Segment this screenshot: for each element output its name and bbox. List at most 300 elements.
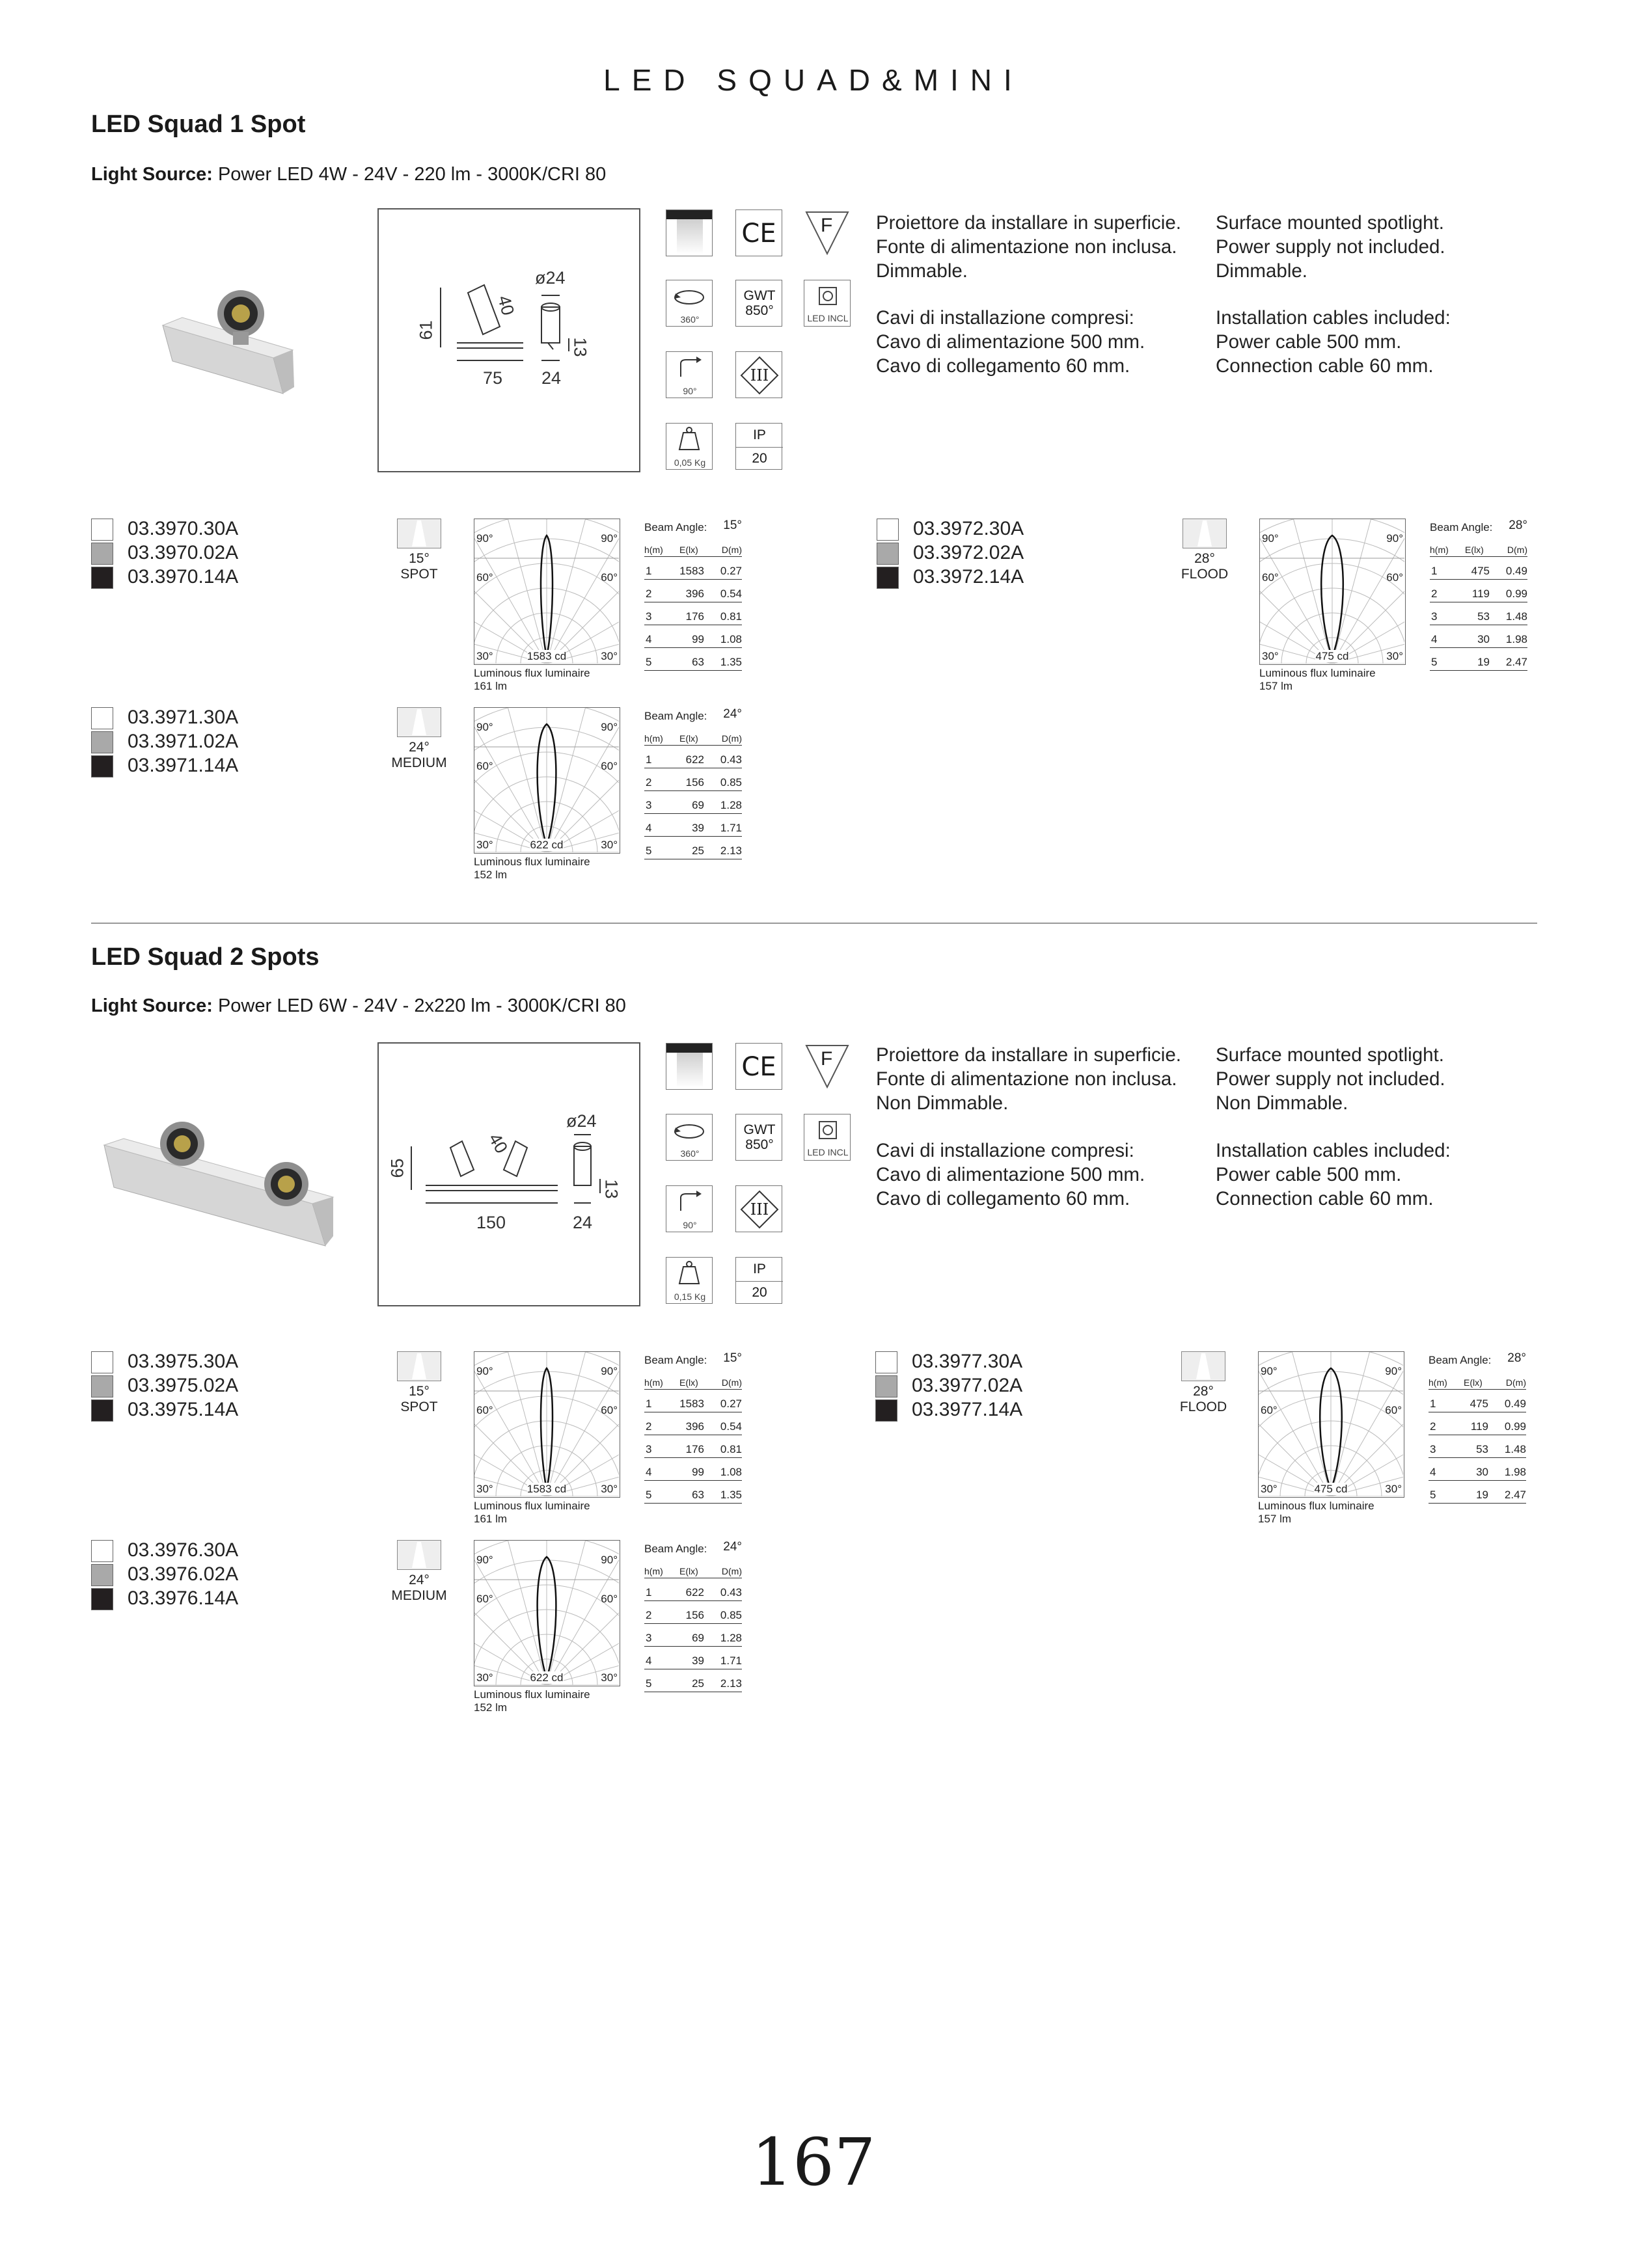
- cell-e: 69: [692, 799, 704, 811]
- col-d: D(m): [1507, 545, 1527, 555]
- color-swatch: [91, 755, 113, 777]
- track-icon: [666, 209, 713, 256]
- cell-e: 25: [692, 844, 704, 857]
- table-row: [1430, 580, 1527, 602]
- light-source-label: Light Source:: [91, 995, 213, 1016]
- technical-drawing: [377, 1042, 640, 1306]
- table-row: [644, 648, 742, 671]
- weight-icon: [666, 1257, 713, 1304]
- color-swatch: [91, 1564, 113, 1586]
- product-code: 03.3970.14A: [128, 566, 239, 587]
- cell-e: 69: [692, 1632, 704, 1644]
- beam-angle-value: 24°: [723, 707, 742, 721]
- product-code: 03.3970.02A: [128, 542, 239, 563]
- polar-label-60-left: 60°: [1262, 571, 1279, 584]
- product-code: 03.3975.14A: [128, 1399, 239, 1420]
- polar-peak-cd: 1583 cd: [526, 1483, 567, 1495]
- cell-h: 3: [646, 610, 652, 623]
- polar-label-60-right: 60°: [601, 760, 618, 772]
- weight-label: 0,05 Kg: [674, 457, 706, 468]
- cell-d: 1.48: [1504, 1443, 1526, 1455]
- col-e: E(lx): [1464, 1377, 1483, 1388]
- polar-label-60-left: 60°: [1261, 1404, 1278, 1416]
- cell-e: 19: [1477, 656, 1490, 668]
- cell-d: 1.08: [720, 633, 742, 645]
- rotation-360-icon: [666, 280, 713, 327]
- beam-angle-icon: [397, 1540, 441, 1570]
- polar-peak-cd: 475 cd: [1314, 1483, 1348, 1495]
- class-iii-icon: [735, 1185, 782, 1232]
- color-swatch: [875, 1399, 897, 1422]
- table-row: [644, 602, 742, 625]
- col-e: E(lx): [1465, 545, 1484, 555]
- f-mark-label: F: [821, 215, 833, 236]
- cell-d: 0.81: [720, 1443, 742, 1455]
- cell-e: 63: [692, 1489, 704, 1501]
- cell-d: 0.85: [720, 1609, 742, 1621]
- description-english: Surface mounted spotlight. Power supply not included. Non Dimmable.: [1216, 1044, 1445, 1114]
- color-swatch: [91, 1351, 113, 1373]
- beam-type: MEDIUM: [391, 755, 447, 770]
- cell-d: 0.54: [720, 1420, 742, 1433]
- beam-type: MEDIUM: [391, 1588, 447, 1603]
- beam-angle-value: 15°: [723, 519, 742, 532]
- cell-h: 4: [646, 1654, 652, 1667]
- drawing-lines: [379, 1044, 639, 1305]
- cell-e: 53: [1477, 610, 1490, 623]
- led-incl-label: LED INCL: [807, 313, 849, 323]
- col-e: E(lx): [679, 1377, 698, 1388]
- polar-label-30-left: 30°: [1262, 650, 1279, 662]
- dim-angle: 40: [494, 293, 518, 317]
- table-header-row: [644, 1558, 742, 1578]
- f-mark-label: F: [821, 1048, 833, 1070]
- beam-angle-title: Beam Angle:: [644, 1354, 707, 1366]
- col-e: E(lx): [679, 1566, 698, 1576]
- cell-h: 3: [646, 799, 652, 811]
- ip-value: 20: [752, 451, 767, 466]
- cell-e: 1583: [679, 1397, 704, 1410]
- product-code: 03.3972.14A: [913, 566, 1024, 587]
- polar-label-30-right: 30°: [601, 1483, 618, 1495]
- beam-degree: 28°: [1194, 551, 1215, 566]
- cell-h: 2: [646, 587, 652, 600]
- polar-label-90-left: 90°: [1262, 532, 1279, 545]
- tilt-90-icon: [666, 1185, 713, 1232]
- cell-h: 1: [646, 565, 652, 577]
- table-row: [644, 1669, 742, 1692]
- cell-e: 475: [1471, 565, 1490, 577]
- cell-e: 53: [1476, 1443, 1488, 1455]
- luminous-flux-label: Luminous flux luminaire: [474, 1688, 590, 1701]
- cell-d: 0.99: [1504, 1420, 1526, 1433]
- col-h: h(m): [644, 1566, 663, 1576]
- beam-angle-title: Beam Angle:: [1430, 521, 1493, 533]
- beam-angle-value: 28°: [1507, 1351, 1526, 1365]
- product-photo: [156, 280, 299, 397]
- polar-label-60-left: 60°: [476, 1593, 493, 1605]
- cell-h: 1: [646, 753, 652, 766]
- table-row: [1429, 1412, 1526, 1435]
- luminous-flux-value: 161 lm: [474, 680, 508, 692]
- cell-e: 19: [1476, 1489, 1488, 1501]
- table-header-row: [644, 1370, 742, 1390]
- cell-h: 4: [1430, 1466, 1436, 1478]
- product-code: 03.3972.30A: [913, 518, 1024, 539]
- polar-peak-cd: 622 cd: [530, 839, 564, 851]
- beam-angle-icon: [1181, 1351, 1225, 1381]
- illuminance-table: [1429, 1351, 1526, 1504]
- product-code: 03.3977.14A: [912, 1399, 1023, 1420]
- beam-degree: 24°: [409, 740, 430, 755]
- product-code: 03.3976.14A: [128, 1587, 239, 1609]
- table-row: [644, 580, 742, 602]
- cell-e: 176: [685, 610, 704, 623]
- luminous-flux-value: 157 lm: [1258, 1513, 1292, 1525]
- dim-depth: 13: [570, 337, 590, 357]
- cables-english: Installation cables included: Power cable 500 mm. Connection cable 60 mm.: [1216, 307, 1451, 377]
- cell-d: 1.35: [720, 1489, 742, 1501]
- table-row: [644, 1412, 742, 1435]
- cell-e: 99: [692, 633, 704, 645]
- cell-d: 0.43: [720, 753, 742, 766]
- color-swatch: [91, 519, 113, 541]
- cell-d: 1.71: [720, 822, 742, 834]
- cell-e: 39: [692, 822, 704, 834]
- luminous-flux-label: Luminous flux luminaire: [1258, 1500, 1374, 1512]
- product-photo: [98, 1106, 345, 1262]
- track-icon: [666, 1043, 713, 1090]
- tilt-label: 90°: [683, 1220, 697, 1230]
- light-source-value: Power LED 6W - 24V - 2x220 lm - 3000K/CRI 80: [217, 995, 626, 1016]
- color-swatch: [875, 1351, 897, 1373]
- table-row: [1430, 625, 1527, 648]
- cell-e: 622: [685, 753, 704, 766]
- color-swatch: [91, 1375, 113, 1397]
- beam-degree: 15°: [409, 551, 430, 566]
- light-source: [91, 995, 626, 1017]
- rotation-label: 360°: [680, 314, 700, 325]
- polar-label-90-right: 90°: [1385, 1365, 1402, 1377]
- polar-label-30-right: 30°: [601, 650, 618, 662]
- variant-block: [877, 519, 1527, 707]
- polar-label-90-left: 90°: [476, 532, 493, 545]
- product-code: 03.3975.02A: [128, 1375, 239, 1396]
- beam-angle-title: Beam Angle:: [644, 1543, 707, 1555]
- cell-h: 1: [1430, 1397, 1436, 1410]
- cell-d: 1.71: [720, 1654, 742, 1667]
- col-h: h(m): [644, 545, 663, 555]
- cell-e: 119: [1470, 1420, 1488, 1433]
- cell-d: 1.08: [720, 1466, 742, 1478]
- class-iii-label: III: [750, 366, 769, 385]
- col-d: D(m): [721, 733, 742, 744]
- beam-degree: 28°: [1193, 1384, 1214, 1399]
- dim-height: 65: [387, 1158, 407, 1178]
- dim-length: 75: [483, 368, 503, 388]
- cell-d: 0.27: [720, 565, 742, 577]
- cell-d: 2.47: [1505, 656, 1527, 668]
- table-header-row: [1429, 1370, 1526, 1390]
- product-code: 03.3975.30A: [128, 1351, 239, 1372]
- light-source: [91, 164, 606, 185]
- luminous-flux-label: Luminous flux luminaire: [474, 667, 590, 679]
- polar-label-60-left: 60°: [476, 571, 493, 584]
- polar-diagram: [474, 707, 620, 854]
- cell-d: 1.98: [1504, 1466, 1526, 1478]
- section-title: LED Squad 1 Spot: [91, 111, 306, 138]
- cell-h: 3: [1430, 1443, 1436, 1455]
- cell-h: 3: [1431, 610, 1438, 623]
- polar-peak-cd: 475 cd: [1315, 650, 1349, 662]
- dim-width: 24: [573, 1213, 593, 1232]
- cell-e: 622: [685, 1586, 704, 1599]
- polar-label-30-left: 30°: [476, 1671, 493, 1684]
- polar-label-90-right: 90°: [601, 532, 618, 545]
- description-english: Surface mounted spotlight. Power supply not included. Dimmable.: [1216, 212, 1445, 282]
- cell-d: 1.48: [1505, 610, 1527, 623]
- gwt-icon: [735, 280, 782, 327]
- technical-drawing: [377, 208, 640, 472]
- product-code: 03.3971.14A: [128, 755, 239, 776]
- tilt-label: 90°: [683, 386, 697, 396]
- polar-peak-cd: 622 cd: [530, 1671, 564, 1684]
- description-italian: Proiettore da installare in superficie. Fonte di alimentazione non inclusa. Dimmable.: [876, 212, 1181, 282]
- ip-rating-icon: [735, 423, 782, 470]
- col-d: D(m): [721, 1566, 742, 1576]
- illuminance-table: [644, 519, 742, 671]
- cell-e: 176: [685, 1443, 704, 1455]
- polar-label-60-right: 60°: [601, 1404, 618, 1416]
- beam-angle-title: Beam Angle:: [644, 521, 707, 533]
- polar-label-90-left: 90°: [1261, 1365, 1278, 1377]
- gwt-icon: [735, 1114, 782, 1161]
- color-swatch: [91, 567, 113, 589]
- polar-label-60-left: 60°: [476, 760, 493, 772]
- cell-h: 5: [646, 1677, 652, 1690]
- page-header-title: LED SQUAD&MINI: [603, 63, 1024, 97]
- product-code: 03.3976.30A: [128, 1539, 239, 1561]
- f-mark-icon: [804, 1043, 851, 1090]
- cell-h: 4: [646, 822, 652, 834]
- illuminance-table: [644, 1351, 742, 1504]
- luminous-flux-value: 152 lm: [474, 869, 508, 881]
- table-row: [644, 1435, 742, 1458]
- col-e: E(lx): [679, 733, 698, 744]
- beam-type: FLOOD: [1179, 1399, 1227, 1414]
- table-row: [644, 1458, 742, 1481]
- table-row: [644, 625, 742, 648]
- gwt-value: 850°: [745, 303, 774, 318]
- dim-length: 150: [476, 1213, 506, 1232]
- cell-h: 2: [1431, 587, 1438, 600]
- polar-peak-cd: 1583 cd: [526, 650, 567, 662]
- drawing-lines: [379, 209, 639, 471]
- table-header-row: [644, 725, 742, 746]
- illuminance-table: [644, 1540, 742, 1692]
- cell-h: 5: [1431, 656, 1438, 668]
- cell-h: 1: [1431, 565, 1438, 577]
- beam-type: SPOT: [400, 567, 438, 582]
- product-code: 03.3977.30A: [912, 1351, 1023, 1372]
- col-h: h(m): [644, 1377, 663, 1388]
- dim-diameter: ø24: [566, 1111, 597, 1131]
- cables-english: Installation cables included: Power cable 500 mm. Connection cable 60 mm.: [1216, 1140, 1451, 1209]
- cell-h: 5: [646, 1489, 652, 1501]
- light-source-label: Light Source:: [91, 164, 213, 185]
- cell-d: 0.85: [720, 776, 742, 789]
- section-divider: [91, 923, 1537, 924]
- color-swatch: [91, 1588, 113, 1610]
- polar-label-90-right: 90°: [601, 1365, 618, 1377]
- ip-rating-icon: [735, 1257, 782, 1304]
- beam-angle-title: Beam Angle:: [644, 710, 707, 722]
- gwt-label: GWT: [743, 1122, 776, 1137]
- led-included-icon: [804, 280, 851, 327]
- polar-label-30-right: 30°: [1386, 650, 1403, 662]
- cell-e: 30: [1477, 633, 1490, 645]
- polar-diagram: [1258, 1351, 1404, 1498]
- beam-type: FLOOD: [1181, 567, 1229, 582]
- table-row: [644, 1601, 742, 1624]
- beam-type: SPOT: [400, 1399, 438, 1414]
- color-swatch: [877, 543, 899, 565]
- polar-label-90-left: 90°: [476, 1365, 493, 1377]
- ip-label: IP: [736, 1258, 783, 1282]
- col-e: E(lx): [679, 545, 698, 555]
- cell-h: 2: [1430, 1420, 1436, 1433]
- dim-angle: 40: [484, 1129, 512, 1157]
- polar-label-30-right: 30°: [1385, 1483, 1402, 1495]
- cell-h: 1: [646, 1586, 652, 1599]
- cell-e: 99: [692, 1466, 704, 1478]
- cell-d: 1.35: [720, 656, 742, 668]
- cell-h: 4: [1431, 633, 1438, 645]
- cell-e: 63: [692, 656, 704, 668]
- polar-label-90-left: 90°: [476, 1554, 493, 1566]
- variant-block: [875, 1351, 1526, 1540]
- product-code: 03.3971.30A: [128, 707, 239, 728]
- cables-italian: Cavi di installazione compresi: Cavo di alimentazione 500 mm. Cavo di collegamento 60 mm.: [876, 1140, 1145, 1209]
- cables-italian: Cavi di installazione compresi: Cavo di alimentazione 500 mm. Cavo di collegamento 60 mm.: [876, 307, 1145, 377]
- beam-angle-title: Beam Angle:: [1429, 1354, 1492, 1366]
- table-row: [1430, 557, 1527, 580]
- polar-diagram: [1259, 519, 1406, 665]
- dim-width: 24: [541, 368, 562, 388]
- beam-angle-icon: [397, 1351, 441, 1381]
- cell-e: 25: [692, 1677, 704, 1690]
- polar-label-30-left: 30°: [1261, 1483, 1278, 1495]
- tilt-90-icon: [666, 351, 713, 398]
- table-row: [644, 814, 742, 837]
- table-row: [644, 1481, 742, 1504]
- product-code: 03.3971.02A: [128, 731, 239, 752]
- table-row: [644, 1390, 742, 1412]
- polar-label-30-right: 30°: [601, 1671, 618, 1684]
- color-swatch: [91, 707, 113, 729]
- section-title: LED Squad 2 Spots: [91, 943, 320, 971]
- page-number: 167: [751, 2124, 876, 2200]
- cell-d: 0.43: [720, 1586, 742, 1599]
- cell-d: 0.49: [1504, 1397, 1526, 1410]
- beam-angle-value: 24°: [723, 1540, 742, 1554]
- table-row: [644, 837, 742, 859]
- luminous-flux-label: Luminous flux luminaire: [1259, 667, 1376, 679]
- cell-e: 156: [685, 776, 704, 789]
- ce-mark-icon: CE: [735, 209, 782, 256]
- color-swatch: [875, 1375, 897, 1397]
- cell-d: 0.54: [720, 587, 742, 600]
- polar-label-30-left: 30°: [476, 839, 493, 851]
- class-iii-label: III: [750, 1200, 769, 1219]
- product-code: 03.3972.02A: [913, 542, 1024, 563]
- dim-depth: 13: [601, 1179, 622, 1199]
- variant-block: [91, 1540, 742, 1729]
- polar-diagram: [474, 1351, 620, 1498]
- cell-e: 39: [692, 1654, 704, 1667]
- luminous-flux-value: 161 lm: [474, 1513, 508, 1525]
- dim-diameter: ø24: [535, 268, 566, 288]
- polar-label-60-right: 60°: [601, 1593, 618, 1605]
- polar-label-90-right: 90°: [601, 721, 618, 733]
- table-header-row: [1430, 537, 1527, 557]
- cell-d: 2.13: [720, 1677, 742, 1690]
- cell-h: 2: [646, 1609, 652, 1621]
- luminous-flux-label: Luminous flux luminaire: [474, 856, 590, 868]
- description-italian: Proiettore da installare in superficie. Fonte di alimentazione non inclusa. Non Dimmable.: [876, 1044, 1181, 1114]
- product-code: 03.3977.02A: [912, 1375, 1023, 1396]
- cell-d: 1.98: [1505, 633, 1527, 645]
- cell-e: 475: [1470, 1397, 1488, 1410]
- polar-label-30-left: 30°: [476, 1483, 493, 1495]
- cell-h: 5: [646, 844, 652, 857]
- cell-d: 0.27: [720, 1397, 742, 1410]
- color-swatch: [91, 1399, 113, 1422]
- gwt-value: 850°: [745, 1137, 774, 1152]
- ip-label: IP: [736, 424, 783, 448]
- cell-d: 0.49: [1505, 565, 1527, 577]
- cell-h: 2: [646, 776, 652, 789]
- polar-label-30-right: 30°: [601, 839, 618, 851]
- cell-h: 4: [646, 633, 652, 645]
- polar-label-60-right: 60°: [1386, 571, 1403, 584]
- cell-d: 0.81: [720, 610, 742, 623]
- cell-h: 4: [646, 1466, 652, 1478]
- beam-angle-value: 28°: [1509, 519, 1527, 532]
- illuminance-table: [644, 707, 742, 859]
- polar-label-90-left: 90°: [476, 721, 493, 733]
- beam-degree: 15°: [409, 1384, 430, 1399]
- led-incl-label: LED INCL: [807, 1147, 849, 1157]
- polar-label-60-right: 60°: [601, 571, 618, 584]
- beam-angle-icon: [397, 707, 441, 737]
- color-swatch: [877, 567, 899, 589]
- col-h: h(m): [1430, 545, 1449, 555]
- cell-h: 3: [646, 1443, 652, 1455]
- table-row: [644, 768, 742, 791]
- beam-angle-icon: [1183, 519, 1227, 548]
- polar-label-90-right: 90°: [601, 1554, 618, 1566]
- luminous-flux-value: 157 lm: [1259, 680, 1293, 692]
- beam-angle-icon: [397, 519, 441, 548]
- table-row: [1430, 648, 1527, 671]
- cell-d: 0.99: [1505, 587, 1527, 600]
- table-row: [644, 746, 742, 768]
- cell-d: 2.47: [1504, 1489, 1526, 1501]
- ce-mark-icon: CE: [735, 1043, 782, 1090]
- table-row: [644, 1578, 742, 1601]
- polar-label-60-right: 60°: [1385, 1404, 1402, 1416]
